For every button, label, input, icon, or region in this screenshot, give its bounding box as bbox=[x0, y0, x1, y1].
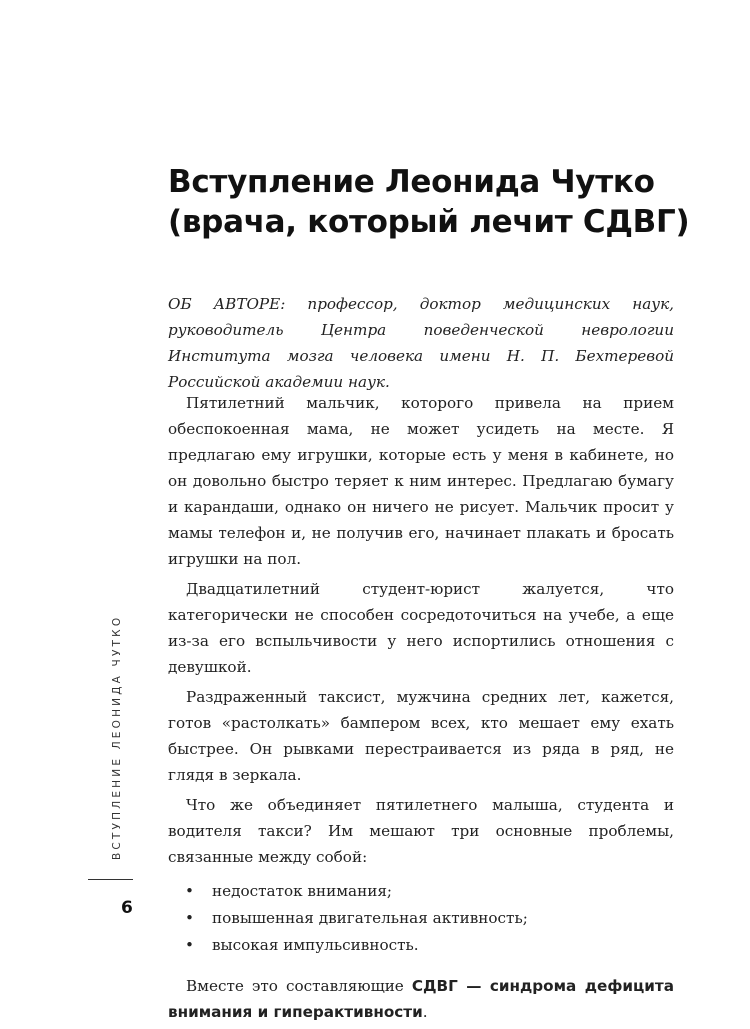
list-item-text: высокая импульсивность. bbox=[212, 936, 419, 954]
body-paragraph: Что же объединяет пятилетнего малыша, студента и водителя такси? Им мешают три основные проблемы, связанные между собой: bbox=[168, 796, 674, 866]
chapter-title bbox=[168, 162, 688, 242]
list-item-text: повышенная двигательная активность; bbox=[212, 909, 528, 927]
body-paragraph: Двадцатилетний студент-юрист жалуется, что категорически не способен сосредоточиться на учебе, а еще из-за его вспыльчивости у него испортились отношения с девушкой. bbox=[168, 580, 674, 676]
about-author-note: ОБ АВТОРЕ: профессор, доктор медицинских наук, руководитель Центра поведенческой неврологии Института мозга человека имени Н. П. Бехтеревой Российской академии наук. bbox=[168, 295, 674, 391]
list-item bbox=[168, 878, 674, 905]
list-item bbox=[168, 905, 674, 932]
problems-list bbox=[168, 878, 674, 959]
list-item-text: недостаток внимания; bbox=[212, 882, 393, 900]
conclusion-paragraph bbox=[168, 973, 674, 1025]
chapter-title-line-1: Вступление Леонида Чутко bbox=[168, 164, 655, 200]
adhd-definition-bold: СДВГ — синдрома дефицита внимания и гиперактивности bbox=[168, 977, 674, 1021]
running-head: ВСТУПЛЕНИЕ ЛЕОНИДА ЧУТКО bbox=[111, 614, 123, 860]
body-paragraph: Раздраженный таксист, мужчина средних лет, кажется, готов «растолкать» бампером всех, кто мешает ему ехать быстрее. Он рывками перестраивается из ряда в ряд, не глядя в зеркала. bbox=[168, 688, 674, 784]
chapter-body bbox=[168, 390, 674, 1029]
bullet-icon: • bbox=[185, 882, 194, 900]
bullet-icon: • bbox=[185, 909, 194, 927]
body-paragraph: Пятилетний мальчик, которого привела на прием обеспокоенная мама, не может усидеть на месте. Я предлагаю ему игрушки, которые есть у меня в кабинете, но он довольно быстро теряет к ним интерес. Предлагаю бумагу и карандаши, однако он ничего не рисует. Мальчик просит у мамы телефон и, не получив его, начинает плакать и бросать игрушки на пол. bbox=[168, 394, 674, 568]
bullet-icon: • bbox=[185, 936, 194, 954]
chapter-title-line-2: (врача, который лечит СДВГ) bbox=[168, 204, 690, 240]
list-item bbox=[168, 932, 674, 959]
conclusion-lead: Вместе это составляющие bbox=[186, 977, 412, 995]
footer-divider bbox=[88, 879, 133, 880]
conclusion-tail: . bbox=[422, 1003, 428, 1021]
page-number: 6 bbox=[121, 898, 133, 918]
